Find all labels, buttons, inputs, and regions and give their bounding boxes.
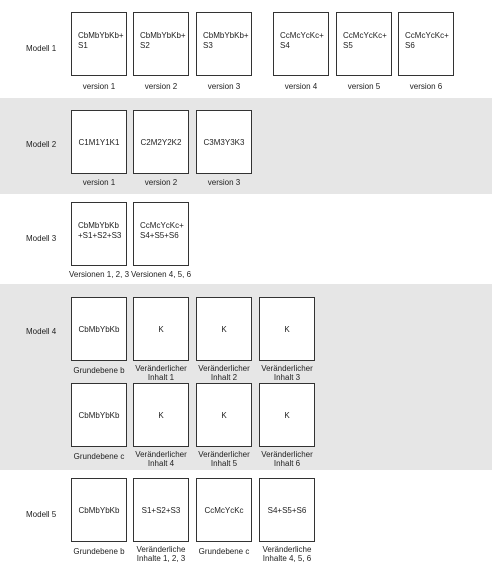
card-text: CbMbYbKb (78, 325, 120, 334)
card-text: CcMcYcKc (204, 506, 244, 515)
caption-m5-base-b: Grundebene b (73, 547, 125, 556)
card-text: C3M3Y3K3 (203, 138, 245, 147)
card-text: S1+S2+S3 (141, 506, 181, 515)
card-m1-v4 (273, 12, 329, 76)
card-text: CbMbYbKb (78, 411, 120, 420)
card-text: CbMbYbKb+ S1 (78, 31, 124, 50)
card-m4-base-c (71, 383, 127, 447)
row-label-modell-4: Modell 4 (26, 327, 57, 336)
card-m4-k4 (133, 383, 189, 447)
card-m1-v3 (196, 12, 252, 76)
card-text: C2M2Y2K2 (140, 138, 182, 147)
card-m1-v6 (398, 12, 454, 76)
caption-m4-k6: Veränderlicher Inhalt 6 (261, 450, 313, 468)
card-m5-base-c (196, 478, 252, 542)
caption-m1-v3: version 3 (207, 82, 241, 91)
caption-m4-base-c: Grundebene c (73, 452, 125, 461)
caption-m3-a: Versionen 1, 2, 3 (68, 270, 130, 279)
card-m1-v5 (336, 12, 392, 76)
caption-m4-base-b: Grundebene b (73, 366, 125, 375)
card-m5-s456 (259, 478, 315, 542)
card-m3-b (133, 202, 189, 266)
caption-m4-k3: Veränderlicher Inhalt 3 (261, 364, 313, 382)
caption-m3-b: Versionen 4, 5, 6 (130, 270, 192, 279)
card-m3-a (71, 202, 127, 266)
card-text: C1M1Y1K1 (78, 138, 120, 147)
caption-m5-s456: Veränderliche Inhalte 4, 5, 6 (262, 545, 312, 563)
card-text: CcMcYcKc+ S4 (280, 31, 324, 50)
card-text: CbMbYbKb+ S3 (203, 31, 249, 50)
caption-m1-v4: version 4 (284, 82, 318, 91)
card-text: CbMbYbKb +S1+S2+S3 (78, 221, 122, 240)
card-text: K (158, 325, 164, 334)
card-m2-v1 (71, 110, 127, 174)
card-m4-k3 (259, 297, 315, 361)
card-m2-v3 (196, 110, 252, 174)
card-m4-k6 (259, 383, 315, 447)
caption-m1-v6: version 6 (409, 82, 443, 91)
row-label-modell-3: Modell 3 (26, 234, 57, 243)
card-text: K (284, 411, 290, 420)
caption-m4-k1: Veränderlicher Inhalt 1 (135, 364, 187, 382)
card-m5-base-b (71, 478, 127, 542)
card-text: CcMcYcKc+ S5 (343, 31, 387, 50)
card-m1-v1 (71, 12, 127, 76)
caption-m2-v1: version 1 (82, 178, 116, 187)
card-text: CbMbYbKb+ S2 (140, 31, 186, 50)
card-m4-k2 (196, 297, 252, 361)
row-label-modell-5: Modell 5 (26, 510, 57, 519)
caption-m1-v5: version 5 (347, 82, 381, 91)
card-m2-v2 (133, 110, 189, 174)
caption-m4-k5: Veränderlicher Inhalt 5 (198, 450, 250, 468)
card-text: CcMcYcKc+ S6 (405, 31, 449, 50)
row-label-modell-1: Modell 1 (26, 44, 57, 53)
card-text: K (158, 411, 164, 420)
caption-m4-k4: Veränderlicher Inhalt 4 (135, 450, 187, 468)
card-text: CbMbYbKb (78, 506, 120, 515)
card-text: CcMcYcKc+ S4+S5+S6 (140, 221, 184, 240)
caption-m5-base-c: Grundebene c (198, 547, 250, 556)
card-m5-s123 (133, 478, 189, 542)
card-text: K (221, 325, 227, 334)
card-m1-v2 (133, 12, 189, 76)
row-label-modell-2: Modell 2 (26, 140, 57, 149)
caption-m1-v2: version 2 (144, 82, 178, 91)
card-text: S4+S5+S6 (267, 506, 307, 515)
card-m4-base-b (71, 297, 127, 361)
caption-m1-v1: version 1 (82, 82, 116, 91)
card-m4-k1 (133, 297, 189, 361)
card-text: K (284, 325, 290, 334)
caption-m5-s123: Veränderliche Inhalte 1, 2, 3 (136, 545, 186, 563)
caption-m4-k2: Veränderlicher Inhalt 2 (198, 364, 250, 382)
card-m4-k5 (196, 383, 252, 447)
card-text: K (221, 411, 227, 420)
caption-m2-v2: version 2 (144, 178, 178, 187)
caption-m2-v3: version 3 (207, 178, 241, 187)
